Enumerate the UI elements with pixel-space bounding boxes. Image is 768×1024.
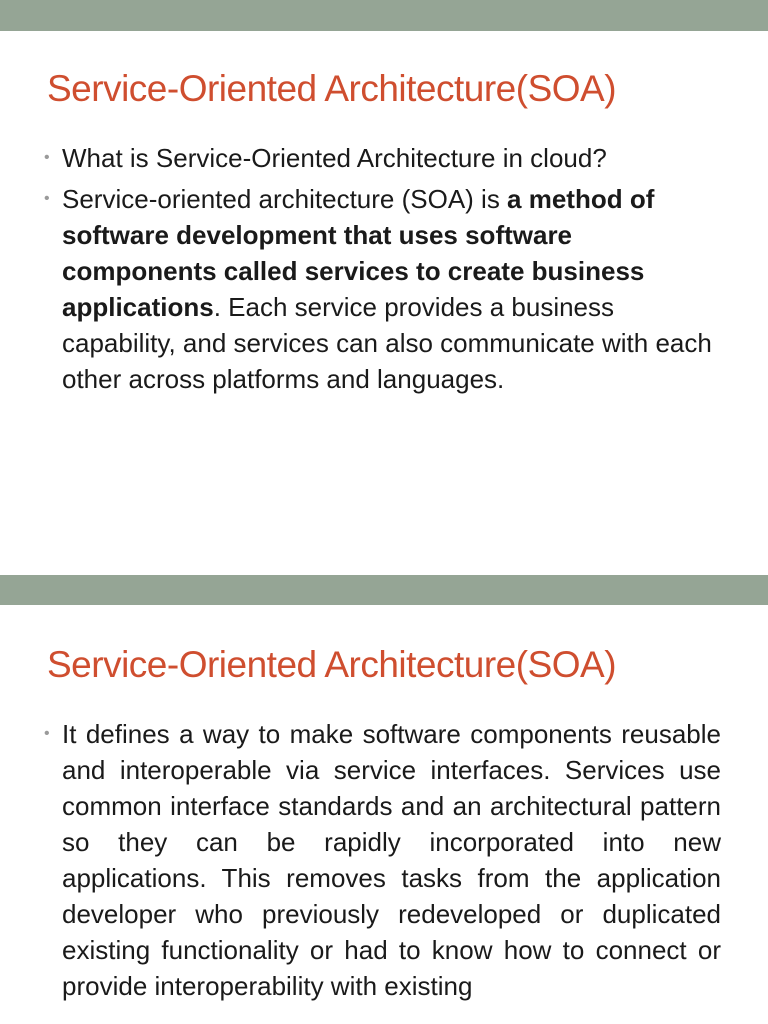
bullet-text: What is Service-Oriented Architecture in cloud? <box>62 143 607 173</box>
bullet-text: It defines a way to make software components reusable and interoperable via service interfaces. Services use common interface standards and an architectural pattern so they can be rapidly incorporated into new applications. This removes tasks from the application developer who previously redeveloped or duplicated existing functionality or had to know how to connect or provide interoperability with existing <box>62 719 721 1001</box>
bullet-item <box>44 716 721 1004</box>
bullet-marker: • <box>44 149 50 166</box>
bullet-text-rest: . Each service provides a business capability, and services can also communicate with each other across platforms and languages. <box>62 292 712 394</box>
bullet-text-intro: Service-oriented architecture (SOA) is <box>62 184 508 214</box>
bullet-marker: • <box>44 725 50 742</box>
bullet-marker: • <box>44 190 50 207</box>
bullet-text-emphasis: a method of software development that uses software components called services to create business applications <box>62 184 655 322</box>
slide-2 <box>0 575 768 1024</box>
bullet-list <box>44 140 721 402</box>
slide-header-band <box>0 0 768 31</box>
bullet-item <box>44 181 721 397</box>
slide-header-band <box>0 575 768 605</box>
bullet-item <box>44 140 721 176</box>
slide-title: Service-Oriented Architecture(SOA) <box>47 644 617 685</box>
slide-title: Service-Oriented Architecture(SOA) <box>47 68 617 109</box>
bullet-list <box>44 716 721 1009</box>
